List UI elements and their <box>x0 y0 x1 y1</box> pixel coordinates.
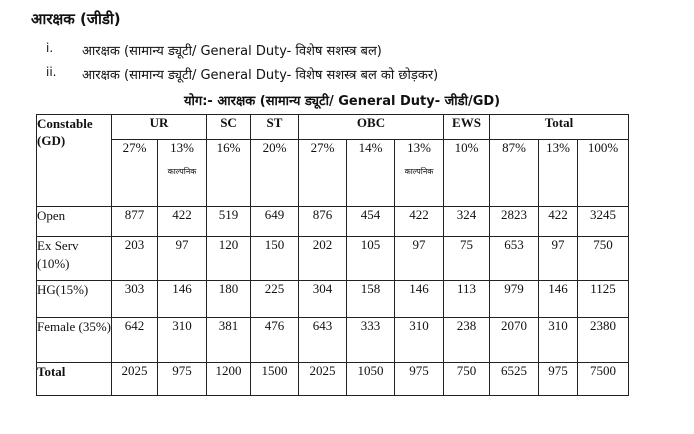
table-cell: 75 <box>444 237 490 281</box>
table-cell: 146 <box>539 281 578 318</box>
table-cell: 120 <box>207 237 251 281</box>
row-label: HG(15%) <box>37 281 112 318</box>
row-label: Ex Serv (10%) <box>37 237 112 281</box>
row-label: Total <box>37 363 112 396</box>
table-cell: 519 <box>207 207 251 237</box>
group-header-total: Total <box>490 115 629 140</box>
table-cell: 146 <box>158 281 207 318</box>
list-number: ii. <box>46 65 57 79</box>
table-cell: 113 <box>444 281 490 318</box>
table-cell: 310 <box>395 318 444 363</box>
table-cell: 643 <box>299 318 347 363</box>
table-cell: 979 <box>490 281 539 318</box>
table-cell: 3245 <box>578 207 629 237</box>
table-cell: 2025 <box>299 363 347 396</box>
table-cell: 146 <box>395 281 444 318</box>
percent-cell: 13% <box>539 140 578 207</box>
table-cell: 1050 <box>347 363 395 396</box>
table-cell: 2380 <box>578 318 629 363</box>
table-cell: 1500 <box>251 363 299 396</box>
list-number: i. <box>46 41 54 55</box>
table-row <box>37 318 629 363</box>
percent-cell: 20% <box>251 140 299 207</box>
table-cell: 876 <box>299 207 347 237</box>
row-label: Female (35%) <box>37 318 112 363</box>
table-cell: 422 <box>539 207 578 237</box>
table-cell: 1125 <box>578 281 629 318</box>
page-heading: आरक्षक (जीडी) <box>31 10 121 28</box>
group-header-st: ST <box>251 115 299 140</box>
percent-cell: 27% <box>299 140 347 207</box>
table-row <box>37 281 629 318</box>
table-cell: 105 <box>347 237 395 281</box>
group-header-sc: SC <box>207 115 251 140</box>
table-cell: 975 <box>158 363 207 396</box>
table-cell: 877 <box>112 207 158 237</box>
table-cell: 975 <box>395 363 444 396</box>
table-cell: 2823 <box>490 207 539 237</box>
table-cell: 381 <box>207 318 251 363</box>
table-cell: 304 <box>299 281 347 318</box>
table-cell: 653 <box>490 237 539 281</box>
percent-cell: 10% <box>444 140 490 207</box>
group-header-obc: OBC <box>299 115 444 140</box>
table-cell: 422 <box>395 207 444 237</box>
table-cell: 975 <box>539 363 578 396</box>
table-cell: 97 <box>395 237 444 281</box>
table-cell: 2025 <box>112 363 158 396</box>
table-cell: 750 <box>444 363 490 396</box>
table-cell: 649 <box>251 207 299 237</box>
group-header-ur: UR <box>112 115 207 140</box>
group-header-ews: EWS <box>444 115 490 140</box>
table-cell: 203 <box>112 237 158 281</box>
table-cell: 158 <box>347 281 395 318</box>
corner-header: Constable (GD) <box>37 115 112 207</box>
table-cell: 324 <box>444 207 490 237</box>
table-row <box>37 237 629 281</box>
table-cell: 1200 <box>207 363 251 396</box>
table-cell: 202 <box>299 237 347 281</box>
list-text: आरक्षक (सामान्य ड्यूटी/ General Duty- विशेष सशस्त्र बल) <box>82 44 382 59</box>
notional-note: काल्पनिक <box>167 167 197 176</box>
summary-heading: योग:- आरक्षक (सामान्य ड्यूटी/ General Duty- जीडी/GD) <box>184 94 501 109</box>
table-cell: 225 <box>251 281 299 318</box>
percent-cell: 27% <box>112 140 158 207</box>
percent-cell: 13% काल्पनिक <box>395 140 444 207</box>
percent-cell: 100% <box>578 140 629 207</box>
table-cell: 6525 <box>490 363 539 396</box>
table-cell: 476 <box>251 318 299 363</box>
table-cell: 180 <box>207 281 251 318</box>
table-cell: 2070 <box>490 318 539 363</box>
table-cell: 310 <box>158 318 207 363</box>
row-label: Open <box>37 207 112 237</box>
table-cell: 150 <box>251 237 299 281</box>
percent-cell: 16% <box>207 140 251 207</box>
reservation-table <box>36 114 629 396</box>
table-cell: 7500 <box>578 363 629 396</box>
table-cell: 422 <box>158 207 207 237</box>
percent-cell: 14% <box>347 140 395 207</box>
notional-note: काल्पनिक <box>404 167 434 176</box>
table-cell: 642 <box>112 318 158 363</box>
table-cell: 333 <box>347 318 395 363</box>
table-cell: 97 <box>539 237 578 281</box>
table-row <box>37 207 629 237</box>
table-row <box>37 363 629 396</box>
table-cell: 97 <box>158 237 207 281</box>
table-cell: 310 <box>539 318 578 363</box>
percent-cell: 87% <box>490 140 539 207</box>
table-cell: 303 <box>112 281 158 318</box>
table-cell: 238 <box>444 318 490 363</box>
table-cell: 454 <box>347 207 395 237</box>
list-text: आरक्षक (सामान्य ड्यूटी/ General Duty- विशेष सशस्त्र बल को छोड़कर) <box>82 68 439 83</box>
table-cell: 750 <box>578 237 629 281</box>
percent-cell: 13% काल्पनिक <box>158 140 207 207</box>
